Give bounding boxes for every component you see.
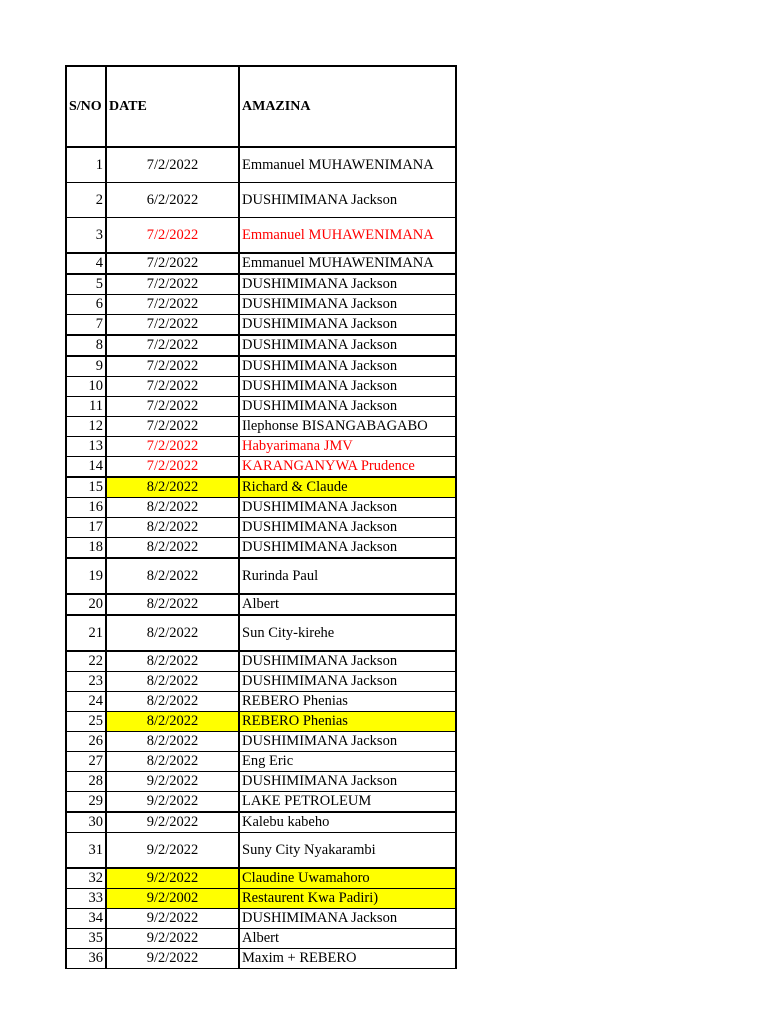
cell-sno[interactable]: 29 — [66, 792, 106, 813]
table-row — [66, 437, 456, 457]
table-row — [66, 772, 456, 792]
table-row — [66, 183, 456, 218]
cell-amazina[interactable]: Albert — [239, 929, 456, 949]
cell-sno[interactable]: 4 — [66, 253, 106, 274]
cell-date[interactable]: 7/2/2022 — [106, 377, 239, 397]
table-row — [66, 889, 456, 909]
cell-sno[interactable]: 1 — [66, 147, 106, 183]
table-row — [66, 868, 456, 889]
cell-amazina[interactable]: Emmanuel MUHAWENIMANA — [239, 253, 456, 274]
cell-date[interactable]: 7/2/2022 — [106, 295, 239, 315]
cell-sno[interactable]: 24 — [66, 692, 106, 712]
cell-amazina[interactable]: DUSHIMIMANA Jackson — [239, 772, 456, 792]
cell-date[interactable]: 7/2/2022 — [106, 253, 239, 274]
cell-date[interactable]: 9/2/2022 — [106, 949, 239, 969]
table-row — [66, 594, 456, 615]
cell-date[interactable]: 8/2/2022 — [106, 477, 239, 498]
cell-date[interactable]: 7/2/2022 — [106, 274, 239, 295]
cell-sno[interactable]: 14 — [66, 457, 106, 478]
cell-date[interactable]: 8/2/2022 — [106, 558, 239, 594]
cell-sno[interactable]: 9 — [66, 356, 106, 377]
table-row — [66, 732, 456, 752]
cell-sno[interactable]: 22 — [66, 651, 106, 672]
cell-date[interactable]: 8/2/2022 — [106, 752, 239, 772]
cell-sno[interactable]: 19 — [66, 558, 106, 594]
cell-amazina[interactable]: DUSHIMIMANA Jackson — [239, 909, 456, 929]
header-date[interactable]: DATE — [106, 66, 239, 147]
cell-date[interactable]: 8/2/2022 — [106, 518, 239, 538]
cell-sno[interactable]: 8 — [66, 335, 106, 356]
cell-sno[interactable]: 21 — [66, 615, 106, 651]
table-row — [66, 335, 456, 356]
cell-sno[interactable]: 36 — [66, 949, 106, 969]
cell-sno[interactable]: 34 — [66, 909, 106, 929]
cell-amazina[interactable]: Sun City-kirehe — [239, 615, 456, 651]
cell-date[interactable]: 8/2/2022 — [106, 672, 239, 692]
cell-amazina[interactable]: Ilephonse BISANGABAGABO — [239, 417, 456, 437]
cell-sno[interactable]: 28 — [66, 772, 106, 792]
cell-amazina[interactable]: Claudine Uwamahoro — [239, 868, 456, 889]
cell-sno[interactable]: 5 — [66, 274, 106, 295]
cell-sno[interactable]: 20 — [66, 594, 106, 615]
cell-amazina[interactable]: DUSHIMIMANA Jackson — [239, 335, 456, 356]
table-row — [66, 274, 456, 295]
cell-date[interactable]: 8/2/2022 — [106, 651, 239, 672]
cell-date[interactable]: 8/2/2022 — [106, 594, 239, 615]
cell-amazina[interactable]: Emmanuel MUHAWENIMANA — [239, 218, 456, 254]
cell-sno[interactable]: 3 — [66, 218, 106, 254]
cell-date[interactable]: 7/2/2022 — [106, 218, 239, 254]
cell-sno[interactable]: 6 — [66, 295, 106, 315]
table-row — [66, 518, 456, 538]
header-amazina[interactable]: AMAZINA — [239, 66, 456, 147]
table-body — [66, 147, 456, 969]
cell-sno[interactable]: 16 — [66, 498, 106, 518]
table-row — [66, 949, 456, 969]
cell-amazina[interactable]: DUSHIMIMANA Jackson — [239, 397, 456, 417]
table-row — [66, 477, 456, 498]
cell-sno[interactable]: 33 — [66, 889, 106, 909]
table-row — [66, 253, 456, 274]
cell-date[interactable]: 7/2/2022 — [106, 147, 239, 183]
cell-date[interactable]: 7/2/2022 — [106, 315, 239, 336]
header-sno[interactable]: S/NO — [66, 66, 106, 147]
cell-amazina[interactable]: DUSHIMIMANA Jackson — [239, 651, 456, 672]
table-row — [66, 712, 456, 732]
cell-amazina[interactable]: DUSHIMIMANA Jackson — [239, 672, 456, 692]
table-row — [66, 651, 456, 672]
cell-sno[interactable]: 31 — [66, 833, 106, 869]
cell-sno[interactable]: 27 — [66, 752, 106, 772]
cell-date[interactable]: 7/2/2022 — [106, 397, 239, 417]
cell-amazina[interactable]: DUSHIMIMANA Jackson — [239, 183, 456, 218]
cell-amazina[interactable]: Suny City Nyakarambi — [239, 833, 456, 869]
table-row — [66, 833, 456, 869]
table-row — [66, 929, 456, 949]
cell-date[interactable]: 9/2/2022 — [106, 772, 239, 792]
cell-sno[interactable]: 30 — [66, 812, 106, 833]
cell-amazina[interactable]: DUSHIMIMANA Jackson — [239, 315, 456, 336]
cell-date[interactable]: 8/2/2022 — [106, 615, 239, 651]
cell-amazina[interactable]: LAKE PETROLEUM — [239, 792, 456, 813]
table-row — [66, 538, 456, 559]
cell-date[interactable]: 7/2/2022 — [106, 417, 239, 437]
table-row — [66, 812, 456, 833]
table-row — [66, 356, 456, 377]
cell-amazina[interactable]: DUSHIMIMANA Jackson — [239, 518, 456, 538]
cell-date[interactable]: 9/2/2022 — [106, 909, 239, 929]
cell-amazina[interactable]: DUSHIMIMANA Jackson — [239, 295, 456, 315]
cell-sno[interactable]: 2 — [66, 183, 106, 218]
header-row — [66, 66, 456, 147]
table-row — [66, 672, 456, 692]
cell-date[interactable]: 6/2/2022 — [106, 183, 239, 218]
cell-date[interactable]: 8/2/2022 — [106, 692, 239, 712]
cell-date[interactable]: 7/2/2022 — [106, 356, 239, 377]
register-table — [65, 65, 457, 969]
cell-sno[interactable]: 26 — [66, 732, 106, 752]
table-row — [66, 498, 456, 518]
cell-amazina[interactable]: REBERO Phenias — [239, 712, 456, 732]
cell-sno[interactable]: 25 — [66, 712, 106, 732]
cell-sno[interactable]: 18 — [66, 538, 106, 559]
table-row — [66, 615, 456, 651]
cell-amazina[interactable]: DUSHIMIMANA Jackson — [239, 538, 456, 559]
table-row — [66, 909, 456, 929]
cell-date[interactable]: 9/2/2022 — [106, 868, 239, 889]
cell-date[interactable]: 8/2/2022 — [106, 732, 239, 752]
table-row — [66, 147, 456, 183]
table-row — [66, 692, 456, 712]
cell-amazina[interactable]: KARANGANYWA Prudence — [239, 457, 456, 478]
cell-date[interactable]: 9/2/2022 — [106, 792, 239, 813]
table-row — [66, 397, 456, 417]
cell-amazina[interactable]: Eng Eric — [239, 752, 456, 772]
table-row — [66, 558, 456, 594]
cell-sno[interactable]: 15 — [66, 477, 106, 498]
cell-amazina[interactable]: Habyarimana JMV — [239, 437, 456, 457]
cell-amazina[interactable]: DUSHIMIMANA Jackson — [239, 356, 456, 377]
cell-date[interactable]: 7/2/2022 — [106, 437, 239, 457]
cell-amazina[interactable]: Kalebu kabeho — [239, 812, 456, 833]
cell-date[interactable]: 8/2/2022 — [106, 498, 239, 518]
cell-sno[interactable]: 12 — [66, 417, 106, 437]
table-row — [66, 377, 456, 397]
cell-date[interactable]: 8/2/2022 — [106, 538, 239, 559]
cell-date[interactable]: 9/2/2022 — [106, 929, 239, 949]
cell-date[interactable]: 9/2/2002 — [106, 889, 239, 909]
cell-sno[interactable]: 10 — [66, 377, 106, 397]
cell-sno[interactable]: 13 — [66, 437, 106, 457]
cell-amazina[interactable]: Richard & Claude — [239, 477, 456, 498]
cell-sno[interactable]: 17 — [66, 518, 106, 538]
cell-date[interactable]: 8/2/2022 — [106, 712, 239, 732]
cell-amazina[interactable]: DUSHIMIMANA Jackson — [239, 732, 456, 752]
cell-sno[interactable]: 35 — [66, 929, 106, 949]
cell-date[interactable]: 9/2/2022 — [106, 833, 239, 869]
table-row — [66, 295, 456, 315]
cell-date[interactable]: 7/2/2022 — [106, 457, 239, 478]
cell-sno[interactable]: 11 — [66, 397, 106, 417]
cell-date[interactable]: 7/2/2022 — [106, 335, 239, 356]
cell-amazina[interactable]: Rurinda Paul — [239, 558, 456, 594]
table-row — [66, 218, 456, 254]
cell-amazina[interactable]: DUSHIMIMANA Jackson — [239, 274, 456, 295]
cell-amazina[interactable]: DUSHIMIMANA Jackson — [239, 498, 456, 518]
cell-sno[interactable]: 23 — [66, 672, 106, 692]
cell-amazina[interactable]: DUSHIMIMANA Jackson — [239, 377, 456, 397]
cell-amazina[interactable]: Emmanuel MUHAWENIMANA — [239, 147, 456, 183]
table-row — [66, 792, 456, 813]
table-row — [66, 417, 456, 437]
cell-amazina[interactable]: REBERO Phenias — [239, 692, 456, 712]
cell-date[interactable]: 9/2/2022 — [106, 812, 239, 833]
table-row — [66, 315, 456, 336]
cell-sno[interactable]: 7 — [66, 315, 106, 336]
cell-sno[interactable]: 32 — [66, 868, 106, 889]
table-row — [66, 752, 456, 772]
cell-amazina[interactable]: Restaurent Kwa Padiri) — [239, 889, 456, 909]
table-row — [66, 457, 456, 478]
cell-amazina[interactable]: Albert — [239, 594, 456, 615]
cell-amazina[interactable]: Maxim + REBERO — [239, 949, 456, 969]
